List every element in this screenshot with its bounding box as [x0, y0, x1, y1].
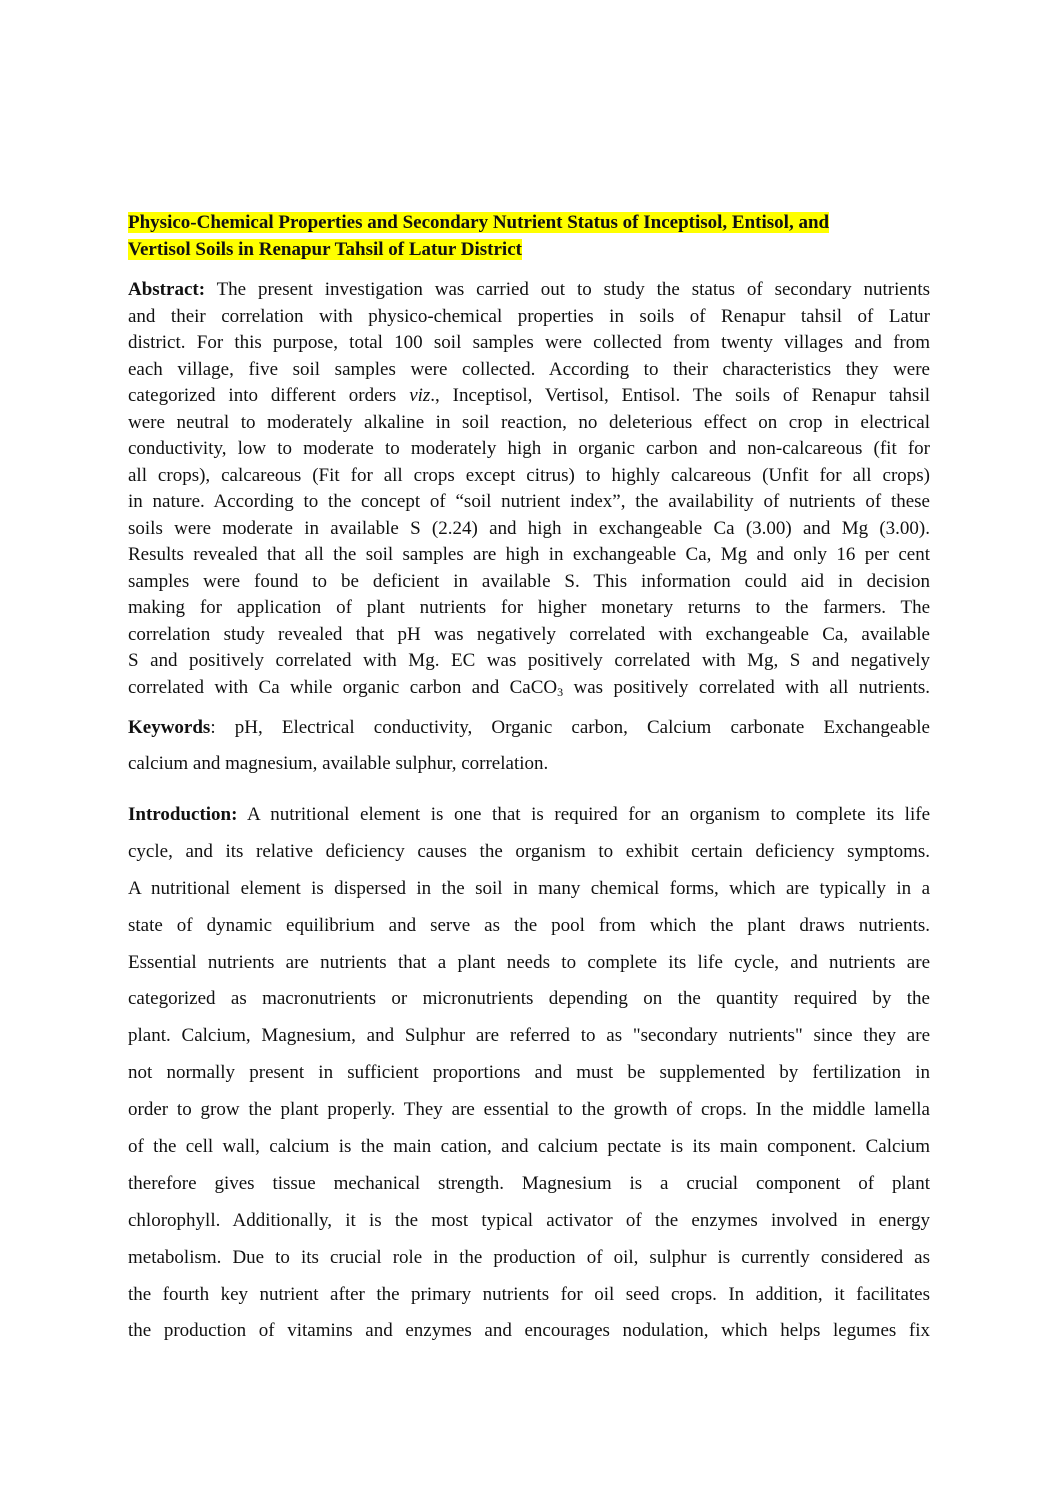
intro-line: the production of vitamins and enzymes and encourages nodulation, which helps legumes fix — [128, 1320, 930, 1342]
abstract-line: were neutral to moderately alkaline in soil reaction, no deleterious effect on crop in electrical — [128, 411, 930, 433]
intro-line: categorized as macronutrients or micronutrients depending on the quantity required by the — [128, 988, 930, 1010]
abstract-text: ., Inceptisol, Vertisol, Entisol. The soils of Renapur tahsil — [430, 385, 930, 406]
intro-line: not normally present in sufficient proportions and must be supplemented by fertilization in — [128, 1062, 930, 1084]
intro-line: therefore gives tissue mechanical strength. Magnesium is a crucial component of plant — [128, 1172, 930, 1194]
abstract-text: The present investigation was carried out to study the status of secondary nutrients — [205, 279, 930, 300]
introduction-label: Introduction: — [128, 804, 238, 825]
abstract-line: and their correlation with physico-chemical properties in soils of Renapur tahsil of Latur — [128, 305, 930, 327]
abstract-line: soils were moderate in available S (2.24) and high in exchangeable Ca (3.00) and Mg (3.00). — [128, 517, 930, 539]
abstract-line: Results revealed that all the soil samples are high in exchangeable Ca, Mg and only 16 per cent — [128, 544, 930, 565]
abstract-label: Abstract: — [128, 279, 206, 300]
title-line: Physico-Chemical Properties and Secondary Nutrient Status of Inceptisol, Entisol, and — [128, 212, 830, 233]
abstract-line: each village, five soil samples were collected. According to their characteristics they were — [128, 358, 930, 380]
intro-line: A nutritional element is dispersed in the soil in many chemical forms, which are typically in a — [128, 877, 930, 899]
abstract-line — [128, 277, 930, 304]
intro-line: chlorophyll. Additionally, it is the most typical activator of the enzymes involved in energy — [128, 1209, 930, 1231]
intro-line: metabolism. Due to its crucial role in the production of oil, sulphur is currently considered as — [128, 1246, 930, 1268]
subscript: 3 — [557, 684, 564, 699]
intro-line — [128, 797, 930, 834]
keywords-line — [128, 710, 930, 746]
intro-line: Essential nutrients are nutrients that a plant needs to complete its life cycle, and nutrients are — [128, 951, 930, 973]
intro-line: cycle, and its relative deficiency causes the organism to exhibit certain deficiency symptoms. — [128, 840, 930, 862]
intro-line: order to grow the plant properly. They are essential to the growth of crops. In the middle lamella — [128, 1099, 930, 1121]
abstract-line: S and positively correlated with Mg. EC was positively correlated with Mg, S and negatively — [128, 650, 930, 671]
abstract — [128, 277, 930, 701]
abstract-line: correlation study revealed that pH was negatively correlated with exchangeable Ca, available — [128, 623, 930, 645]
intro-line: of the cell wall, calcium is the main cation, and calcium pectate is its main component. Calcium — [128, 1136, 930, 1158]
intro-line: state of dynamic equilibrium and serve as the pool from which the plant draws nutrients. — [128, 914, 930, 936]
abstract-line — [128, 383, 930, 410]
abstract-line: all crops), calcareous (Fit for all crops except citrus) to highly calcareous (Unfit for all crops) — [128, 464, 930, 486]
abstract-line: district. For this purpose, total 100 soil samples were collected from twenty villages and from — [128, 332, 930, 353]
abstract-line: samples were found to be deficient in available S. This information could aid in decision — [128, 570, 930, 592]
keywords-label: Keywords — [128, 717, 211, 738]
keywords — [128, 710, 930, 782]
abstract-line: conductivity, low to moderate to moderately high in organic carbon and non-calcareous (fit for — [128, 438, 930, 459]
viz-italic: viz — [409, 385, 431, 406]
title-line: Vertisol Soils in Renapur Tahsil of Latur District — [128, 239, 522, 260]
keywords-text: : pH, Electrical conductivity, Organic carbon, Calcium carbonate Exchangeable — [210, 717, 930, 738]
abstract-line: in nature. According to the concept of “soil nutrient index”, the availability of nutrients of these — [128, 491, 930, 512]
paper-title — [128, 209, 930, 263]
intro-line: the fourth key nutrient after the primary nutrients for oil seed crops. In addition, it facilitates — [128, 1283, 930, 1305]
abstract-text: categorized into different orders — [128, 385, 410, 406]
abstract-text: was positively correlated with all nutrients. — [563, 676, 930, 698]
abstract-line: making for application of plant nutrients for higher monetary returns to the farmers. The — [128, 597, 930, 618]
intro-line: plant. Calcium, Magnesium, and Sulphur are referred to as "secondary nutrients" since they are — [128, 1025, 930, 1047]
abstract-text: correlated with Ca while organic carbon and CaCO — [128, 676, 558, 698]
keywords-line: calcium and magnesium, available sulphur, correlation. — [128, 753, 549, 774]
abstract-line — [128, 675, 930, 702]
intro-text: A nutritional element is one that is required for an organism to complete its life — [237, 804, 930, 825]
introduction — [128, 797, 930, 1350]
